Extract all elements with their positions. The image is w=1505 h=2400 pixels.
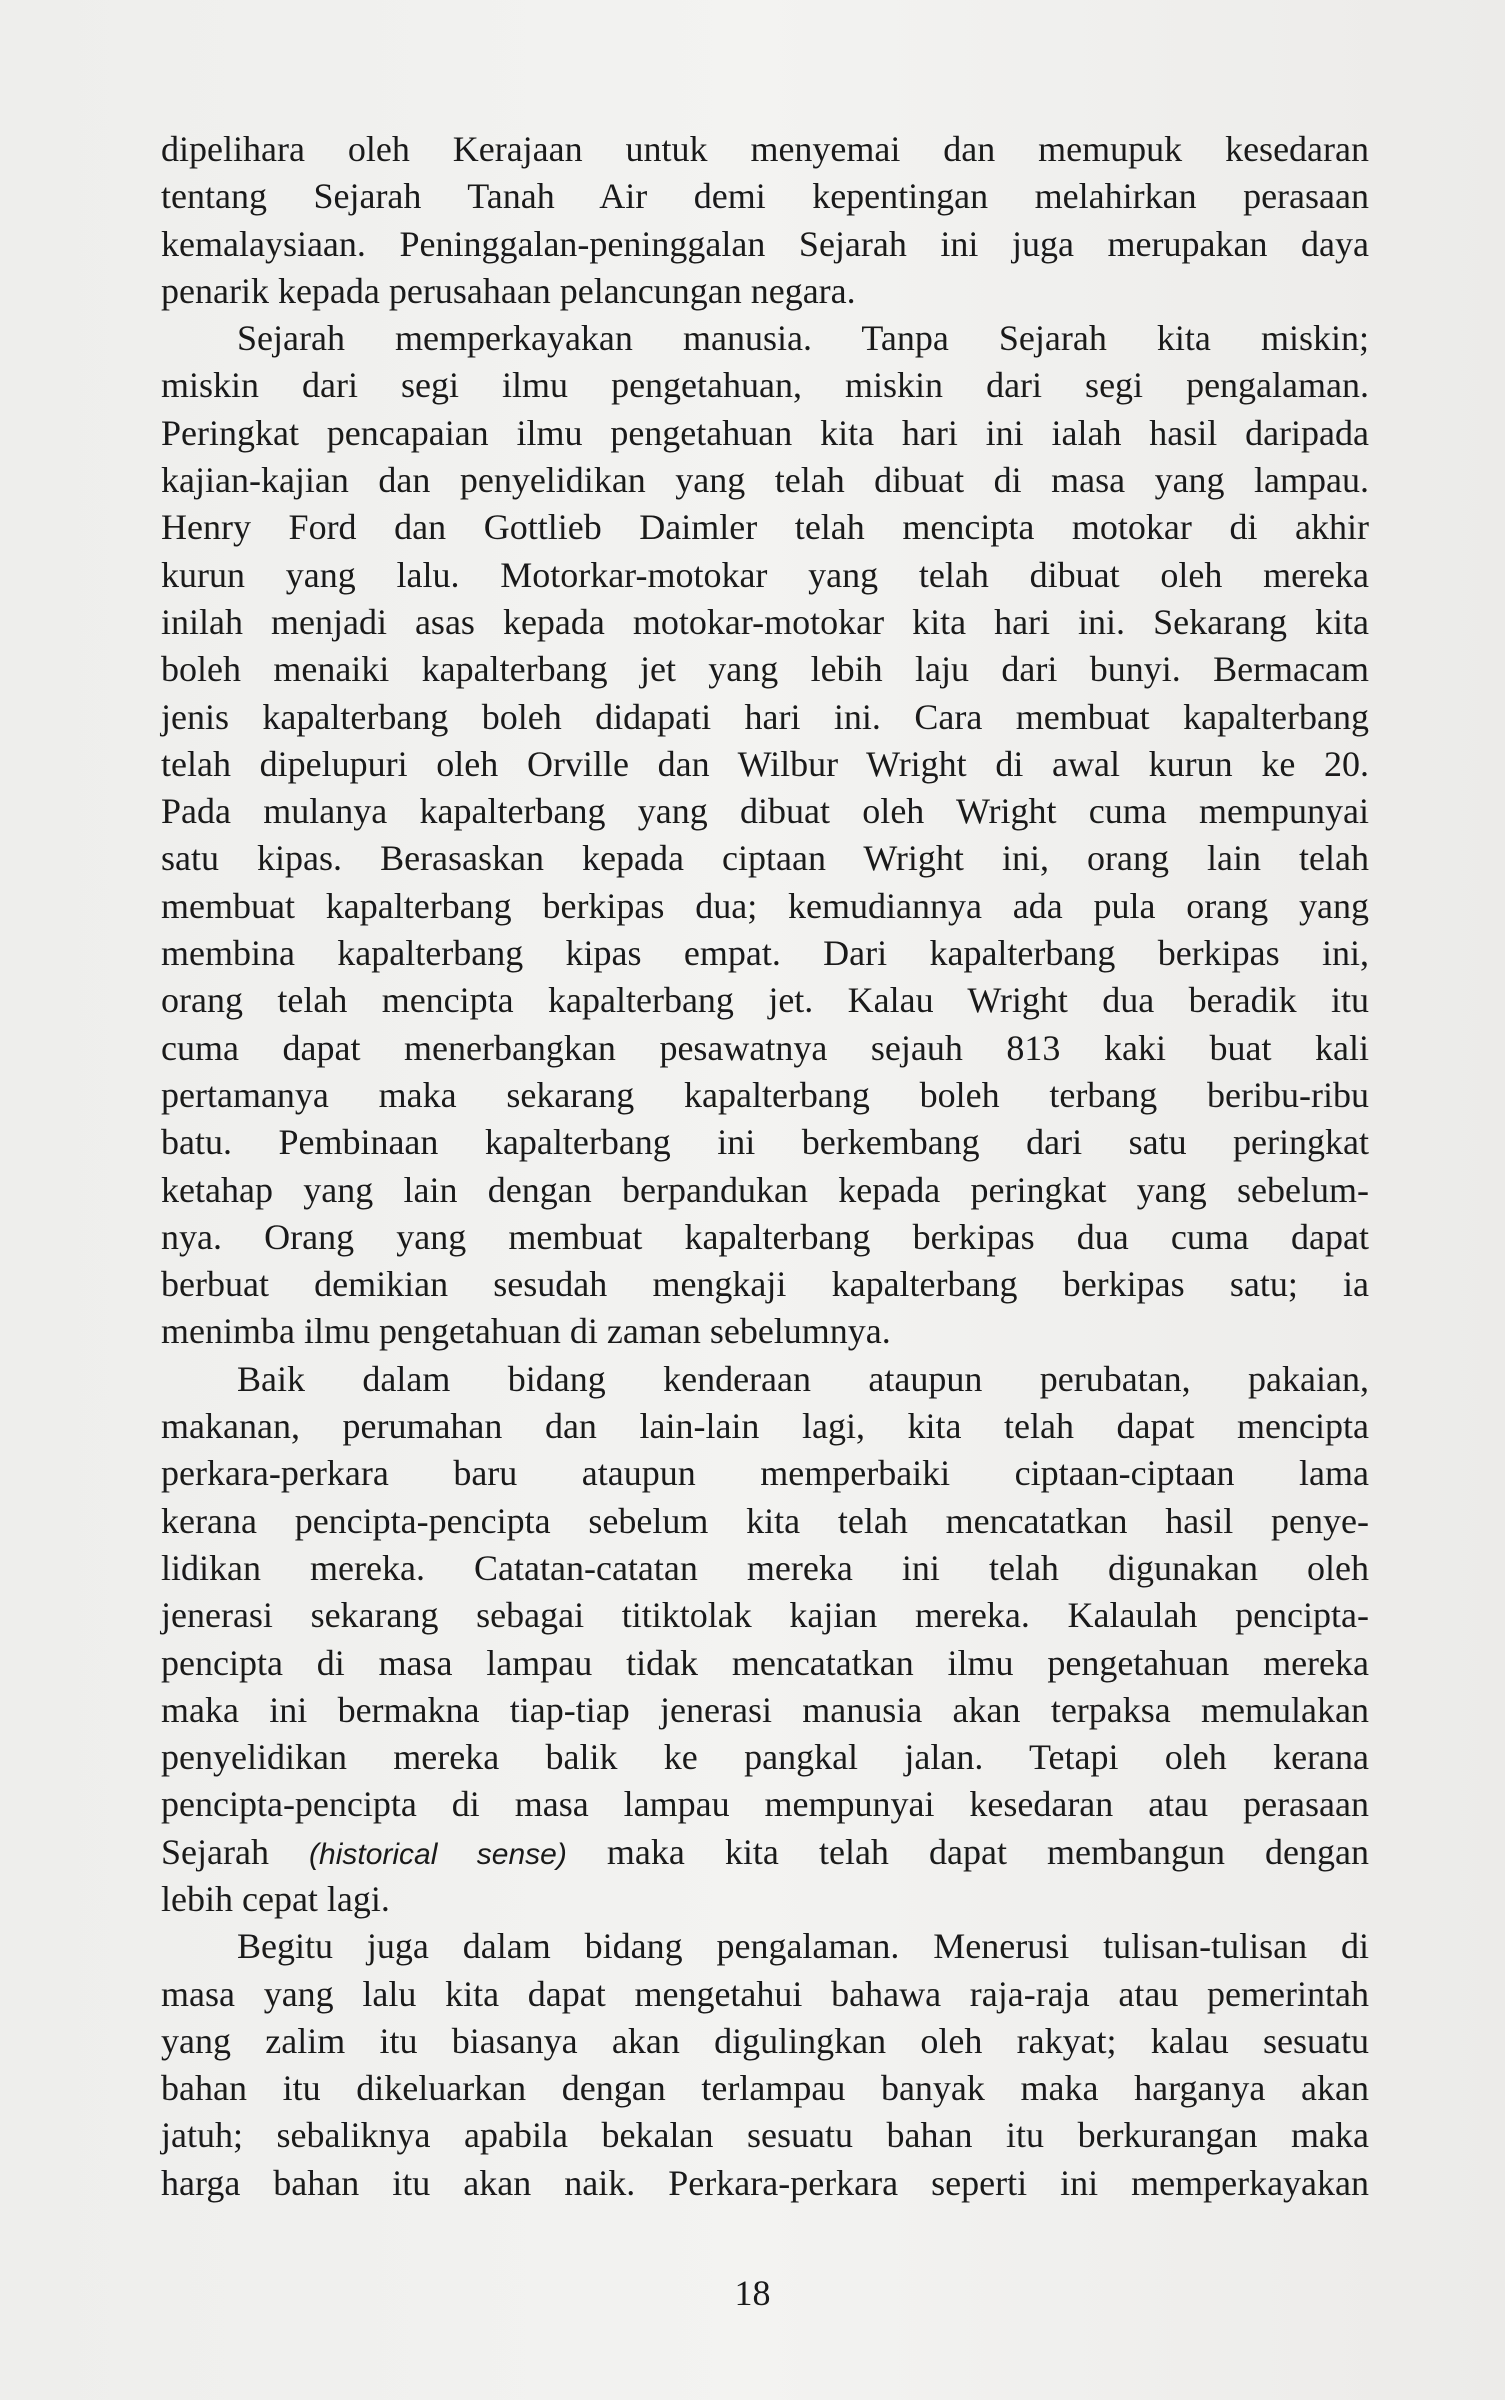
text-line: yang zalim itu biasanya akan digulingkan oleh rakyat; kalau sesuatu [161,2020,1369,2061]
text-line: pertamanya maka sekarang kapalterbang boleh terbang beribu-ribu [161,1074,1369,1115]
text-span: maka kita telah dapat membangun dengan [566,1831,1369,1872]
text-line: Pada mulanya kapalterbang yang dibuat oleh Wright cuma mempunyai [161,791,1369,832]
text-line: kurun yang lalu. Motorkar-motokar yang telah dibuat oleh mereka [161,554,1369,595]
text-line: orang telah mencipta kapalterbang jet. Kalau Wright dua beradik itu [161,980,1369,1021]
text-line: perkara-perkara baru ataupun memperbaiki ciptaan-ciptaan lama [161,1453,1369,1494]
text-line: harga bahan itu akan naik. Perkara-perkara seperti ini memperkayakan [161,2162,1369,2203]
text-line: berbuat demikian sesudah mengkaji kapalterbang berkipas satu; ia [161,1264,1369,1305]
text-line: satu kipas. Berasaskan kepada ciptaan Wright ini, orang lain telah [161,838,1369,879]
text-line: jenis kapalterbang boleh didapati hari ini. Cara membuat kapalterbang [161,696,1369,737]
text-line: bahan itu dikeluarkan dengan terlampau banyak maka harganya akan [161,2068,1369,2109]
text-line: Peringkat pencapaian ilmu pengetahuan kita hari ini ialah hasil daripada [161,412,1369,453]
text-line: menimba ilmu pengetahuan di zaman sebelumnya. [161,1311,891,1352]
text-line: makanan, perumahan dan lain-lain lagi, kita telah dapat mencipta [161,1406,1369,1447]
text-line: membina kapalterbang kipas empat. Dari kapalterbang berkipas ini, [161,933,1369,974]
text-line: lebih cepat lagi. [161,1878,390,1919]
text-line: nya. Orang yang membuat kapalterbang berkipas dua cuma dapat [161,1216,1369,1257]
text-span: Sejarah [161,1831,310,1872]
text-line: penyelidikan mereka balik ke pangkal jalan. Tetapi oleh kerana [161,1737,1369,1778]
text-line: kemalaysiaan. Peninggalan-peninggalan Sejarah ini juga merupakan daya [161,223,1369,264]
text-line: Sejarah memperkayakan manusia. Tanpa Sejarah kita miskin; [237,318,1369,359]
text-line: batu. Pembinaan kapalterbang ini berkembang dari satu peringkat [161,1122,1369,1163]
text-line: boleh menaiki kapalterbang jet yang lebih laju dari bunyi. Bermacam [161,649,1369,690]
italic-term: (historical sense) [309,1837,567,1871]
text-line: telah dipelupuri oleh Orville dan Wilbur Wright di awal kurun ke 20. [161,743,1369,784]
text-line: masa yang lalu kita dapat mengetahui bahawa raja-raja atau pemerintah [161,1973,1369,2014]
text-line: Henry Ford dan Gottlieb Daimler telah mencipta motokar di akhir [161,507,1369,548]
text-line: lidikan mereka. Catatan-catatan mereka ini telah digunakan oleh [161,1547,1369,1588]
text-line: cuma dapat menerbangkan pesawatnya sejauh 813 kaki buat kali [161,1027,1369,1068]
text-line: ketahap yang lain dengan berpandukan kepada peringkat yang sebelum- [161,1169,1369,1210]
text-line: Begitu juga dalam bidang pengalaman. Menerusi tulisan-tulisan di [237,1926,1369,1967]
text-line: pencipta-pencipta di masa lampau mempunyai kesedaran atau perasaan [161,1784,1369,1825]
text-line-italic [161,1829,1369,1876]
text-line: miskin dari segi ilmu pengetahuan, miskin dari segi pengalaman. [161,365,1369,406]
text-line: pencipta di masa lampau tidak mencatatkan ilmu pengetahuan mereka [161,1642,1369,1683]
page-number: 18 [734,2273,771,2313]
text-line: kerana pencipta-pencipta sebelum kita telah mencatatkan hasil penye- [161,1500,1369,1541]
text-line: kajian-kajian dan penyelidikan yang telah dibuat di masa yang lampau. [161,460,1369,501]
text-line: maka ini bermakna tiap-tiap jenerasi manusia akan terpaksa memulakan [161,1689,1369,1730]
text-line: dipelihara oleh Kerajaan untuk menyemai dan memupuk kesedaran [161,129,1369,169]
text-line: Baik dalam bidang kenderaan ataupun perubatan, pakaian, [237,1358,1369,1399]
text-line: jenerasi sekarang sebagai titiktolak kajian mereka. Kalaulah pencipta- [161,1595,1369,1636]
text-line: inilah menjadi asas kepada motokar-motokar kita hari ini. Sekarang kita [161,601,1369,642]
text-line: jatuh; sebaliknya apabila bekalan sesuatu bahan itu berkurangan maka [161,2115,1369,2156]
body-text [161,126,1369,2207]
text-line: tentang Sejarah Tanah Air demi kepentingan melahirkan perasaan [161,176,1369,217]
text-line: membuat kapalterbang berkipas dua; kemudiannya ada pula orang yang [161,885,1369,926]
text-line: penarik kepada perusahaan pelancungan negara. [161,270,856,311]
